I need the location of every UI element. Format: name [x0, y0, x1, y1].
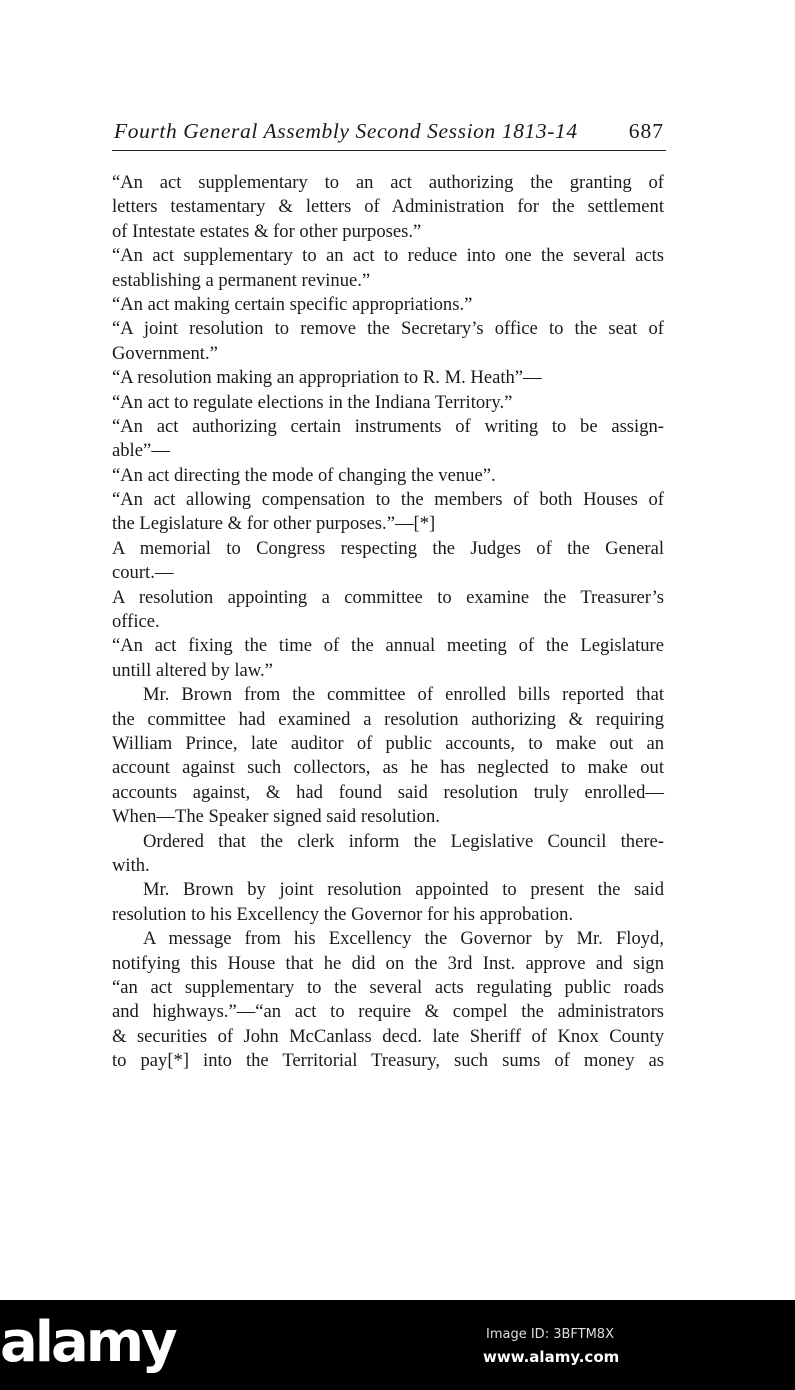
text-line: When—The Speaker signed said resolution.	[112, 806, 440, 828]
alamy-logo: alamy	[0, 1310, 175, 1375]
text-line: and highways.”—“an act to require & compel the administrators	[112, 1001, 664, 1023]
header-rule	[112, 150, 666, 151]
page-number: 687	[628, 119, 664, 143]
text-line: with.	[112, 854, 150, 876]
text-line: untill altered by law.”	[112, 659, 273, 681]
text-line: Government.”	[112, 342, 218, 364]
text-line: letters testamentary & letters of Administration for the settlement	[112, 196, 664, 218]
text-line: “An act fixing the time of the annual meeting of the Legislature	[112, 635, 664, 657]
text-line: the Legislature & for other purposes.”—[*]	[112, 513, 436, 535]
site-url: www.alamy.com	[483, 1348, 620, 1366]
text-line: account against such collectors, as he has neglected to make out	[112, 757, 664, 779]
text-line: “A joint resolution to remove the Secretary’s office to the seat of	[112, 318, 664, 340]
header-title: Fourth General Assembly Second Session 1813-14	[114, 119, 578, 143]
image-id: Image ID: 3BFTM8X	[486, 1327, 614, 1342]
text-line: establishing a permanent revinue.”	[112, 269, 371, 291]
text-line: “An act to regulate elections in the Indiana Territory.”	[112, 391, 513, 413]
text-line: & securities of John McCanlass decd. late Sheriff of Knox County	[112, 1025, 664, 1047]
running-header	[112, 117, 664, 149]
text-line: A resolution appointing a committee to examine the Treasurer’s	[112, 586, 664, 608]
text-line: “An act supplementary to an act authorizing the granting of	[112, 172, 664, 193]
page-body	[112, 171, 664, 1073]
text-line: office.	[112, 611, 160, 633]
text-line: “An act making certain specific appropriations.”	[112, 293, 473, 315]
text-line: “An act authorizing certain instruments of writing to be assign-	[112, 415, 664, 437]
text-line: “A resolution making an appropriation to R. M. Heath”—	[112, 367, 542, 389]
text-line: resolution to his Excellency the Governor for his approbation.	[112, 903, 574, 925]
text-line: notifying this House that he did on the 3rd Inst. approve and sign	[112, 952, 664, 974]
text-line: “An act supplementary to an act to reduce into one the several acts	[112, 245, 664, 267]
text-line: “an act supplementary to the several acts regulating public roads	[112, 976, 664, 998]
text-line: “An act allowing compensation to the members of both Houses of	[112, 489, 664, 511]
text-line: accounts against, & had found said resolution truly enrolled—	[112, 781, 664, 803]
text-line: Mr. Brown from the committee of enrolled bills reported that	[143, 684, 664, 706]
text-line: of Intestate estates & for other purposes.”	[112, 220, 422, 242]
text-line: William Prince, late auditor of public accounts, to make out an	[112, 732, 664, 754]
text-line: A message from his Excellency the Governor by Mr. Floyd,	[143, 928, 664, 950]
text-line: Ordered that the clerk inform the Legislative Council there-	[143, 830, 664, 852]
text-line: the committee had examined a resolution authorizing & requiring	[112, 708, 664, 730]
text-line: “An act directing the mode of changing the venue”.	[112, 464, 496, 486]
text-line: to pay[*] into the Territorial Treasury, such sums of money as	[112, 1050, 664, 1072]
text-line: A memorial to Congress respecting the Judges of the General	[112, 537, 664, 559]
text-line: Mr. Brown by joint resolution appointed to present the said	[143, 879, 664, 901]
text-line: court.—	[112, 562, 174, 584]
watermark-bar	[0, 1300, 795, 1390]
text-line: able”—	[112, 440, 170, 462]
